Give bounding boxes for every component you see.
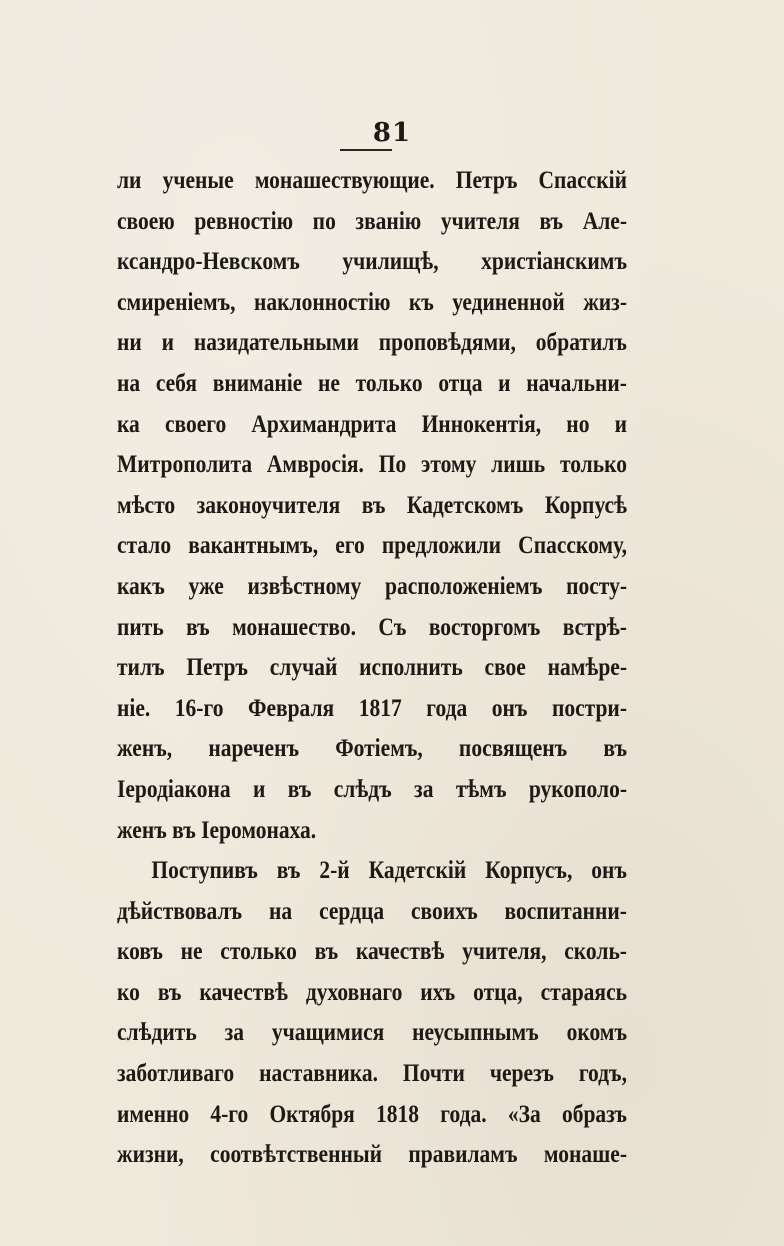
text-line: дѣйствовалъ на сердца своихъ воспитанни- bbox=[117, 897, 627, 925]
page-number-rule bbox=[340, 149, 392, 151]
text-line: слѣдить за учащимися неусыпнымъ окомъ bbox=[117, 1019, 627, 1047]
text-line: ка своего Архимандрита Иннокентія, но и bbox=[117, 410, 627, 438]
text-line: стало вакантнымъ, его предложили Спасскому, bbox=[117, 532, 627, 560]
text-line-paragraph-start: Поступивъ въ 2-й Кадетскій Корпусъ, онъ bbox=[151, 857, 627, 885]
text-line: Митрополита Амвросія. По этому лишь только bbox=[117, 451, 627, 479]
text-line: женъ, нареченъ Фотіемъ, посвященъ въ bbox=[117, 735, 627, 763]
text-line: Іеродіакона и въ слѣдъ за тѣмъ рукополо- bbox=[117, 775, 627, 803]
body-text bbox=[117, 161, 627, 1176]
text-line: ксандро-Невскомъ училищѣ, христіанскимъ bbox=[117, 248, 627, 276]
text-line-paragraph-end: женъ въ Іеромонаха. bbox=[117, 816, 317, 844]
text-line: жизни, соотвѣтственный правиламъ монаше- bbox=[117, 1141, 627, 1169]
text-line: именно 4-го Октября 1818 года. «За образъ bbox=[117, 1100, 627, 1128]
text-line: заботливаго наставника. Почти черезъ годъ, bbox=[117, 1060, 627, 1088]
text-line: ковъ не столько въ качествѣ учителя, сколь- bbox=[117, 938, 627, 966]
text-line: тилъ Петръ случай исполнить свое намѣре- bbox=[117, 654, 627, 682]
text-line: ли ученые монашествующие. Петръ Спасскій bbox=[117, 167, 627, 194]
text-line: ніе. 16-го Февраля 1817 года онъ постри- bbox=[117, 694, 627, 722]
text-line: пить въ монашество. Съ восторгомъ встрѣ- bbox=[117, 613, 627, 641]
text-line: на себя вниманіе не только отца и начальни- bbox=[117, 369, 627, 397]
text-line: какъ уже извѣстному расположеніемъ посту- bbox=[117, 572, 627, 600]
text-line: ни и назидательными проповѣдями, обратилъ bbox=[117, 329, 627, 357]
text-line: смиреніемъ, наклонностію къ уединенной жиз- bbox=[117, 288, 627, 316]
text-line: своею ревностію по званію учителя въ Але- bbox=[117, 207, 627, 235]
text-line: ко въ качествѣ духовнаго ихъ отца, стараясь bbox=[117, 978, 627, 1006]
text-line: мѣсто законоучителя въ Кадетскомъ Корпусѣ bbox=[117, 491, 627, 519]
page-number: 81 bbox=[372, 118, 412, 148]
